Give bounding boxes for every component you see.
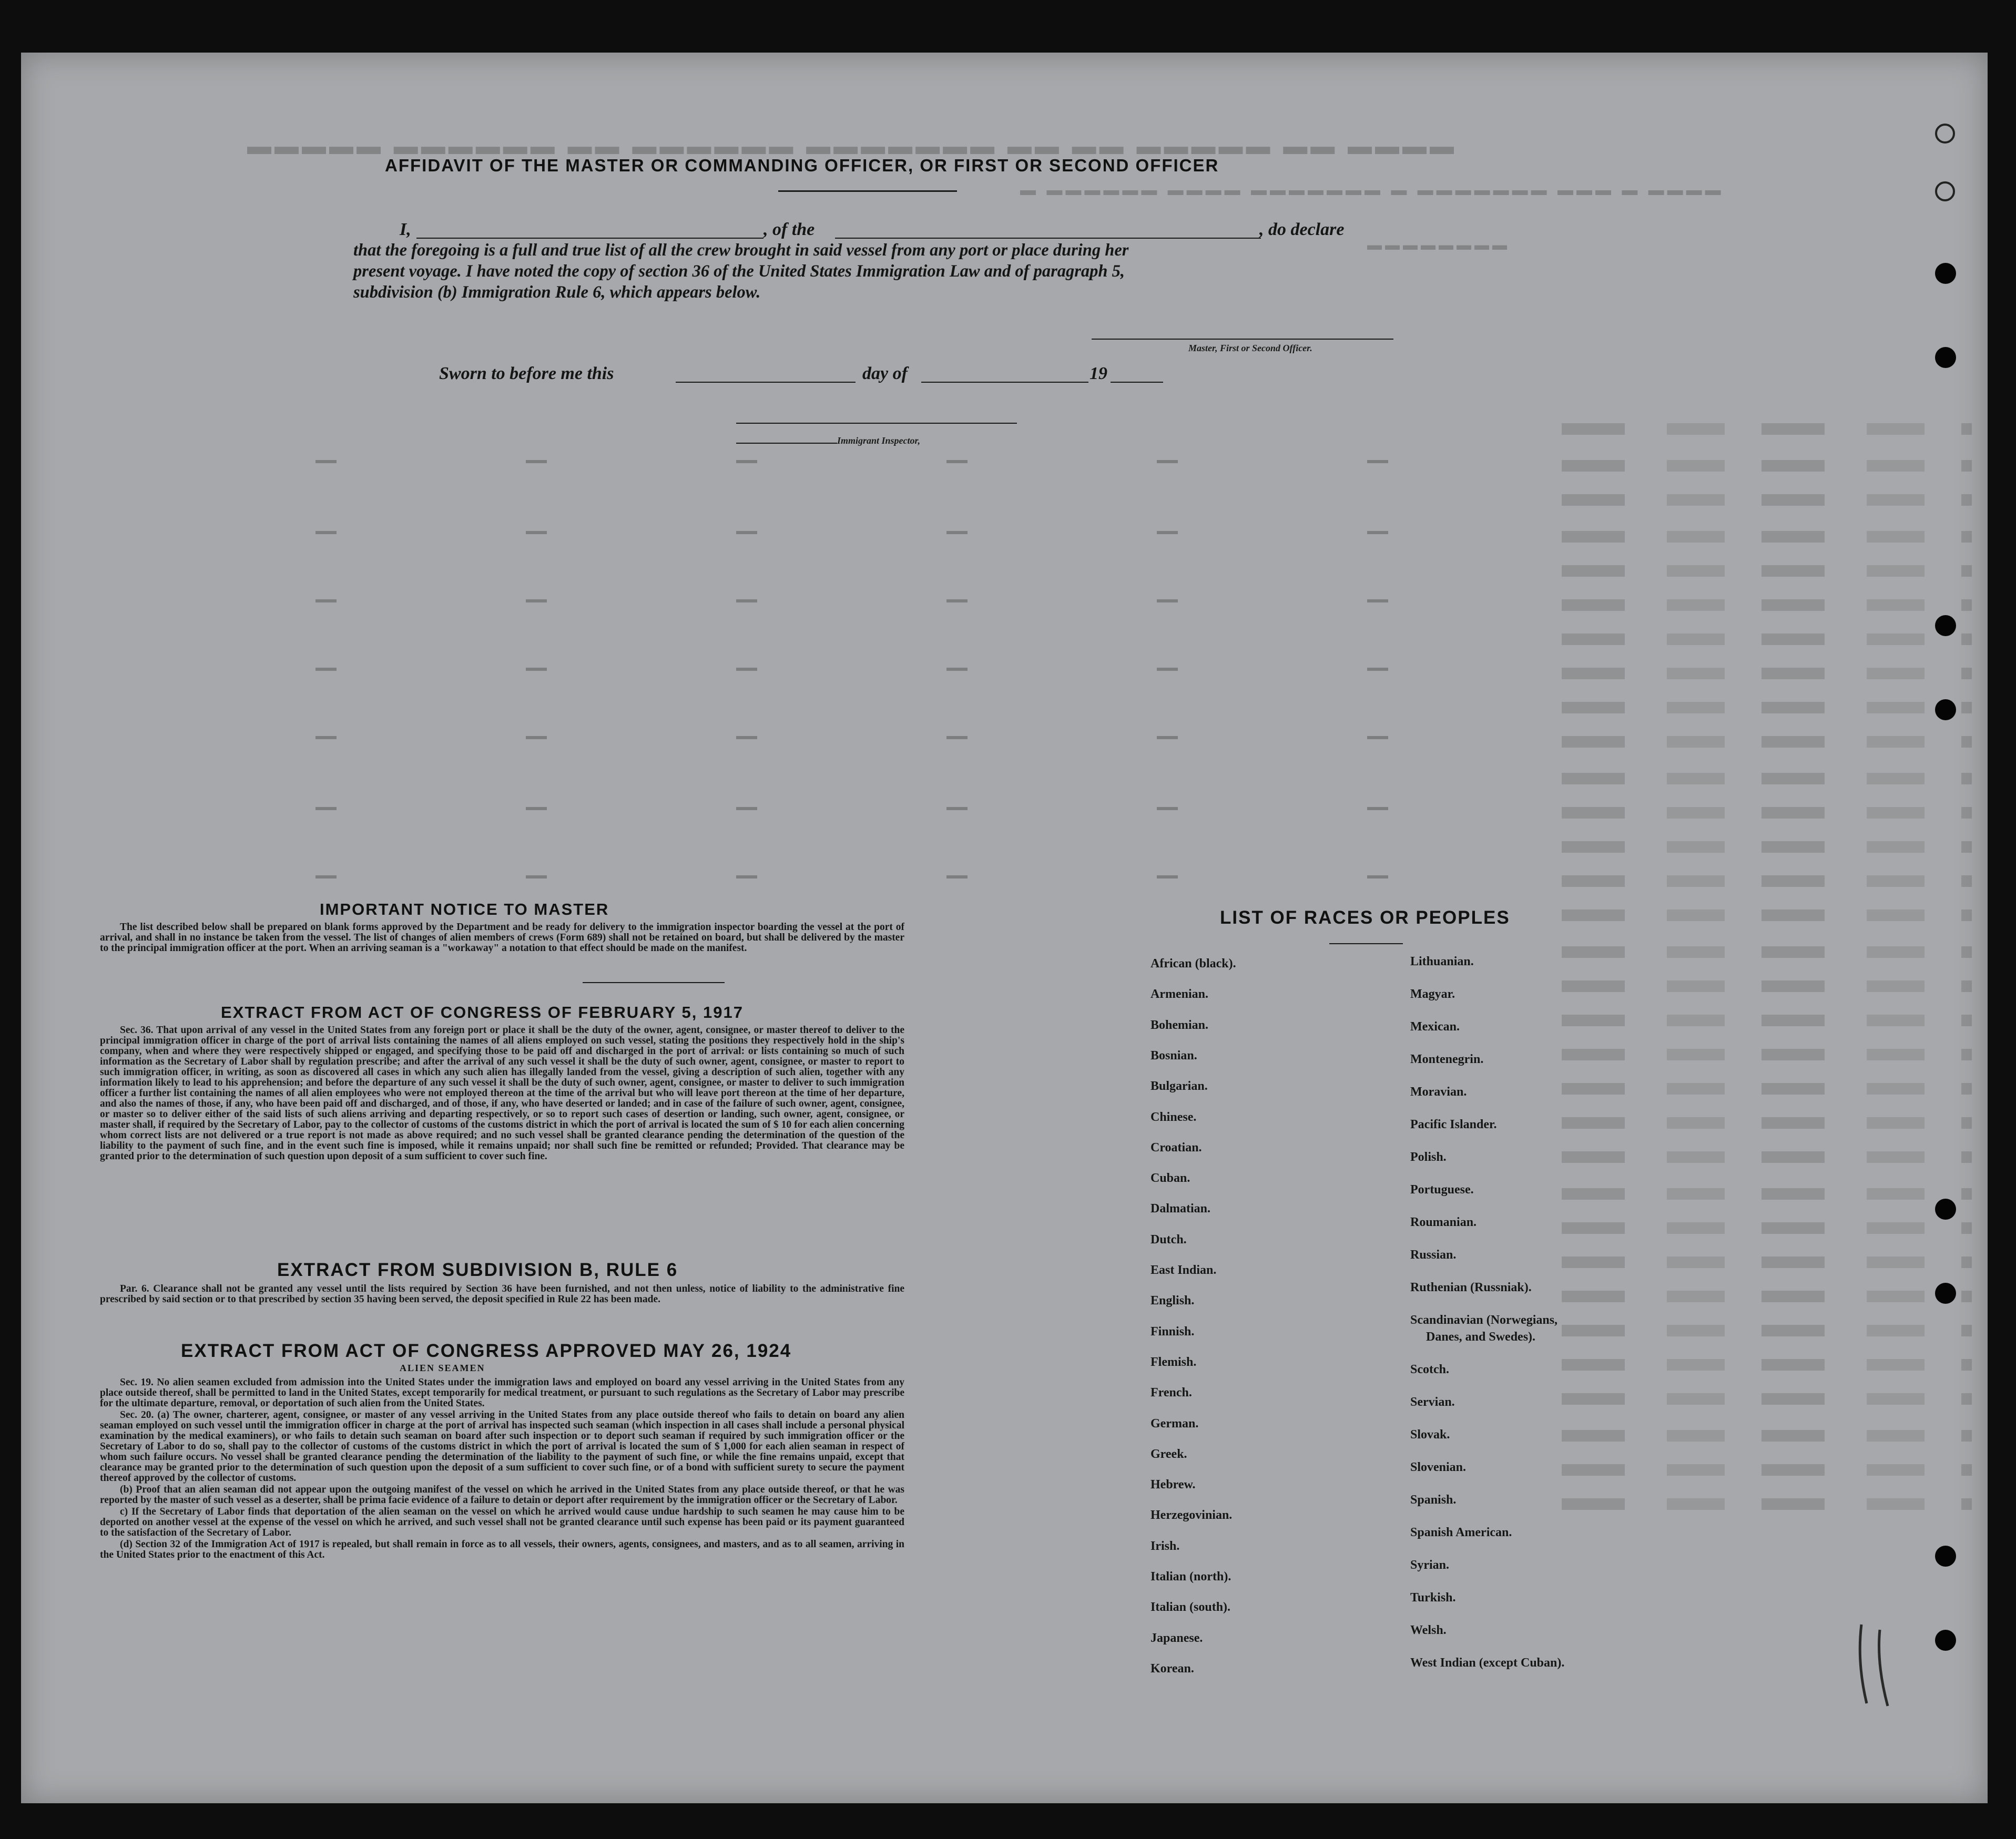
- binding-hole: [1935, 699, 1956, 720]
- sec-20c-text: c) If the Secretary of Labor finds that deportation of the alien seaman on the vessel on which he arrived would cause undue hardship to such seamen he may cause him to be deported on another vessel at the expense of the vessel on which he arrived, and such vessel shall not be granted clearance until such expense has been paid or its payment guaranteed to the satisfaction of the Secretary of Labor.: [100, 1506, 904, 1538]
- race-item: Dutch.: [1150, 1232, 1187, 1247]
- sworn-day-of-label: day of: [862, 364, 908, 383]
- declarant-name-field[interactable]: [416, 238, 763, 239]
- race-item: Mexican.: [1410, 1020, 1460, 1034]
- sec-20d-text: (d) Section 32 of the Immigration Act of 1917 is repealed, but shall remain in force as to all vessels, their owners, agents, consignees, and masters, and as to all seamen, arriving in the United States prior to the enactment of this Act.: [100, 1539, 904, 1560]
- race-item: French.: [1150, 1386, 1192, 1400]
- race-item: Magyar.: [1410, 987, 1455, 1001]
- race-item: German.: [1150, 1416, 1199, 1431]
- race-item: Russian.: [1410, 1248, 1457, 1262]
- sworn-year-field[interactable]: [1111, 382, 1163, 383]
- binding-hole: [1935, 1283, 1956, 1304]
- extract-1924-text: [100, 1377, 904, 1561]
- race-item: Herzegovinian.: [1150, 1508, 1233, 1523]
- races-title-underline: [1329, 943, 1403, 944]
- sec-20b-text: (b) Proof that an alien seaman did not appear upon the outgoing manifest of the vessel on which he arrived in the United States from any place outside thereof, or that he was reported by the master of such vessel as a deserter, shall be prima facie evidence of a failure to detain or deport after requirement by the immigration officer or the Secretary of Labor.: [100, 1484, 904, 1506]
- binding-hole: [1935, 1546, 1956, 1567]
- race-item: Croatian.: [1150, 1140, 1202, 1155]
- binding-hole: [1935, 1199, 1956, 1220]
- race-item: Spanish.: [1410, 1493, 1457, 1507]
- binding-hole: [1935, 1630, 1956, 1651]
- inspector-label: Immigrant Inspector,: [837, 435, 921, 446]
- extract-rule6-text: Par. 6. Clearance shall not be granted any vessel until the lists required by Section 36 have been furnished, and not then unless, notice of liability to the administrative fine prescribed by said section or to that prescribed by section 35 having been served, the deposit specified in Rule 22 has been made.: [100, 1283, 904, 1305]
- race-item: Korean.: [1150, 1661, 1194, 1675]
- race-item: Slovak.: [1410, 1428, 1450, 1442]
- notice-text: The list described below shall be prepared on blank forms approved by the Department and be ready for delivery to the immigration inspector boarding the vessel at the port of arrival, and shall in no instance be taken from the vessel. The list of changes of alien members of crews (Form 689) shall not be retained on board, but shall be delivered by the master to the principal immigration officer at the port. When an arriving seaman is a "workaway" a notation to that effect should be made on the manifest.: [100, 922, 904, 954]
- race-item: Servian.: [1410, 1395, 1455, 1409]
- sec-20a-text: Sec. 20. (a) The owner, charterer, agent, consignee, or master of any vessel arriving in the United States from any place outside thereof who fails to detain on board any alien seaman employed on such vessel until the immigration officer in charge at the port of arrival has inspected such seaman (which inspection in all cases shall include a personal physical examination by the medical examiners), or who fails to detain such seaman on board after such inspection or to deport such seaman if required by such immigration officer or the Secretary of Labor to do so, shall pay to the collector of customs of the customs district in which the port of arrival is located the sum of $ 1,000 for each alien seaman in respect of whom such failure occurs. No vessel shall be granted clearance pending the determination of the liability to the payment of such fine, or while the fine remains unpaid, except that clearance may be granted prior to the determination of such question upon the deposit of a sum sufficient to cover such fine, or of a bond with sufficient surety to secure the payment thereof approved by the collector of customs.: [100, 1409, 904, 1484]
- race-item: Hebrew.: [1150, 1478, 1196, 1492]
- binding-hole: [1935, 124, 1955, 144]
- race-item: Japanese.: [1150, 1631, 1203, 1645]
- race-item: Welsh.: [1410, 1623, 1447, 1637]
- race-item: Spanish American.: [1410, 1526, 1512, 1539]
- affidavit-title: AFFIDAVIT OF THE MASTER OR COMMANDING OFFICER, OR FIRST OR SECOND OFFICER: [385, 156, 1219, 175]
- affidavit-line-4: subdivision (b) Immigration Rule 6, which appears below.: [353, 283, 761, 302]
- extract-1924-title: EXTRACT FROM ACT OF CONGRESS APPROVED MAY 26, 1924: [181, 1341, 792, 1361]
- sec-19-text: Sec. 19. No alien seamen excluded from admission into the United States under the immigration laws and employed on board any vessel arriving in the United States from any place outside thereof, shall be permitted to land in the United States, except temporarily for medical treatment, or pursuant to such regulations as the Secretary of Labor may prescribe for the ultimate departure, removal, or deportation of such alien from the United States.: [100, 1377, 904, 1409]
- race-item: Portuguese.: [1410, 1183, 1474, 1197]
- race-item: Greek.: [1150, 1447, 1187, 1461]
- binding-hole: [1935, 263, 1956, 284]
- race-item: Bosnian.: [1150, 1048, 1197, 1062]
- notice-title: IMPORTANT NOTICE TO MASTER: [320, 900, 609, 918]
- binding-hole: [1935, 615, 1956, 636]
- extract-rule6-title: EXTRACT FROM SUBDIVISION B, RULE 6: [277, 1260, 678, 1280]
- sworn-day-field[interactable]: [676, 382, 856, 383]
- bleed-through-text: ▬ ▬▬▬▬▬▬ ▬▬▬▬ ▬▬▬▬▬▬▬ ▬ ▬▬▬▬▬▬▬ ▬▬▬ ▬ ▬▬▬▬: [1020, 181, 1724, 199]
- sworn-label: Sworn to before me this: [439, 364, 614, 383]
- race-item: Slovenian.: [1410, 1460, 1467, 1474]
- affidavit-line-3: present voyage. I have noted the copy of section 36 of the United States Immigration Law and of paragraph 5,: [353, 262, 1125, 281]
- bleed-through-text: ▬▬▬▬▬▬▬▬: [1367, 237, 1510, 253]
- bleed-through-text: ▬▬▬▬▬ ▬▬▬▬▬▬ ▬▬ ▬▬▬▬▬▬ ▬▬▬▬▬▬▬ ▬▬ ▬▬ ▬▬▬▬▬ ▬▬ ▬▬▬▬: [247, 132, 1458, 159]
- race-item: Moravian.: [1410, 1085, 1467, 1099]
- affidavit-declarant-label: I,: [400, 220, 411, 239]
- race-item: Finnish.: [1150, 1324, 1195, 1339]
- race-item: Roumanian.: [1410, 1215, 1477, 1229]
- race-item: Scotch.: [1410, 1363, 1449, 1376]
- race-item: Danes, and Swedes).: [1426, 1330, 1536, 1344]
- race-item: English.: [1150, 1294, 1195, 1308]
- notice-divider: [583, 982, 725, 983]
- race-item: Montenegrin.: [1410, 1053, 1484, 1066]
- binding-hole: [1935, 181, 1955, 201]
- affidavit-line-1: [400, 220, 411, 240]
- race-item: Irish.: [1150, 1539, 1180, 1553]
- race-item: Flemish.: [1150, 1355, 1197, 1369]
- race-item: West Indian (except Cuban).: [1410, 1656, 1565, 1670]
- race-item: Turkish.: [1410, 1591, 1456, 1605]
- extract-1917-text: Sec. 36. That upon arrival of any vessel in the United States from any foreign port or place it shall be the duty of the owner, agent, consignee, or master thereof to deliver to the principal immigration officer in charge of the port of arrival lists containing the names of all aliens employed on such vessel, stating the positions they respectively hold in the ship's company, when and where they were respectively shipped or engaged, and specifying those to be paid off and discharged in the port of arrival: or lists containing so much of such information as the Secretary of Labor shall by regulation prescribe; and after the arrival of any such vessel it shall be the duty of such owner, agent, consignee, or master to report to such immigration officer, in writing, as soon as discovered all cases in which any such alien has illegally landed from the vessel, giving a description of such alien, together with any information likely to lead to his apprehension; and before the departure of any such vessel it shall be the duty of such owner, agent, consignee, or master to deliver to such immigration officer a further list containing the names of all alien employees who were not employed thereon at the time of the arrival but who will leave port thereon at the time of her departure, and also the names of those, if any, who have been paid off and discharged, and of those, if any, who have deserted or landed; and in case of the failure of such owner, agent, consignee, or master so to deliver either of the said lists of such aliens arriving and departing respectively, or so to report such cases of desertion or landing, such owner, agent, consignee, or master shall, if required by the Secretary of Labor, pay to the collector of customs of the customs district in which the port of arrival is located the sum of $ 10 for each alien concerning whom correct lists are not delivered or a true report is not made as above required; and no such vessel shall be granted clearance pending the determination of the question of the liability to the payment of such fine, and in the event such fine is imposed, while it remains unpaid; nor shall such fine be remitted or refunded; Provided. That clearance may be granted prior to the determination of such question upon deposit of a sum sufficient to cover such fine.: [100, 1025, 904, 1162]
- affidavit-vessel-label: , of the: [763, 220, 815, 239]
- race-item: Dalmatian.: [1150, 1202, 1210, 1216]
- race-item: Polish.: [1410, 1150, 1447, 1164]
- binding-hole: [1935, 347, 1956, 368]
- extract-1917-title: EXTRACT FROM ACT OF CONGRESS OF FEBRUARY 5, 1917: [221, 1003, 744, 1021]
- race-item: Italian (south).: [1150, 1600, 1231, 1615]
- officer-signature-label: Master, First or Second Officer.: [1188, 343, 1312, 353]
- race-item: African (black).: [1150, 957, 1236, 970]
- race-item: Cuban.: [1150, 1171, 1190, 1186]
- inspector-signature-underline: [736, 443, 837, 444]
- race-item: Syrian.: [1410, 1558, 1450, 1572]
- race-item: Bulgarian.: [1150, 1079, 1208, 1094]
- race-item: Ruthenian (Russniak).: [1410, 1281, 1532, 1294]
- vessel-name-field[interactable]: [835, 238, 1261, 239]
- affidavit-title-underline: [778, 190, 957, 192]
- handwritten-mark: [1851, 1619, 1898, 1709]
- officer-signature-field[interactable]: [1092, 339, 1393, 340]
- sworn-month-field[interactable]: [921, 382, 1088, 383]
- sworn-year-label: 19: [1090, 364, 1107, 383]
- inspector-signature-field[interactable]: [736, 423, 1017, 424]
- race-item: East Indian.: [1150, 1263, 1217, 1277]
- race-item: Pacific Islander.: [1410, 1118, 1497, 1131]
- race-item: Scandinavian (Norwegians,: [1410, 1313, 1558, 1327]
- manifest-sheet: [21, 53, 1988, 1803]
- race-item: Bohemian.: [1150, 1018, 1209, 1032]
- alien-seamen-subtitle: ALIEN SEAMEN: [400, 1363, 485, 1373]
- affidavit-line-2: that the foregoing is a full and true list of all the crew brought in said vessel from any port or place during her: [353, 241, 1129, 260]
- race-item: Armenian.: [1150, 987, 1208, 1002]
- race-item: Lithuanian.: [1410, 955, 1474, 968]
- race-item: Italian (north).: [1150, 1570, 1231, 1583]
- affidavit-declare-label: , do declare: [1259, 220, 1345, 239]
- races-title: LIST OF RACES OR PEOPLES: [1220, 907, 1510, 928]
- race-item: Chinese.: [1150, 1110, 1197, 1124]
